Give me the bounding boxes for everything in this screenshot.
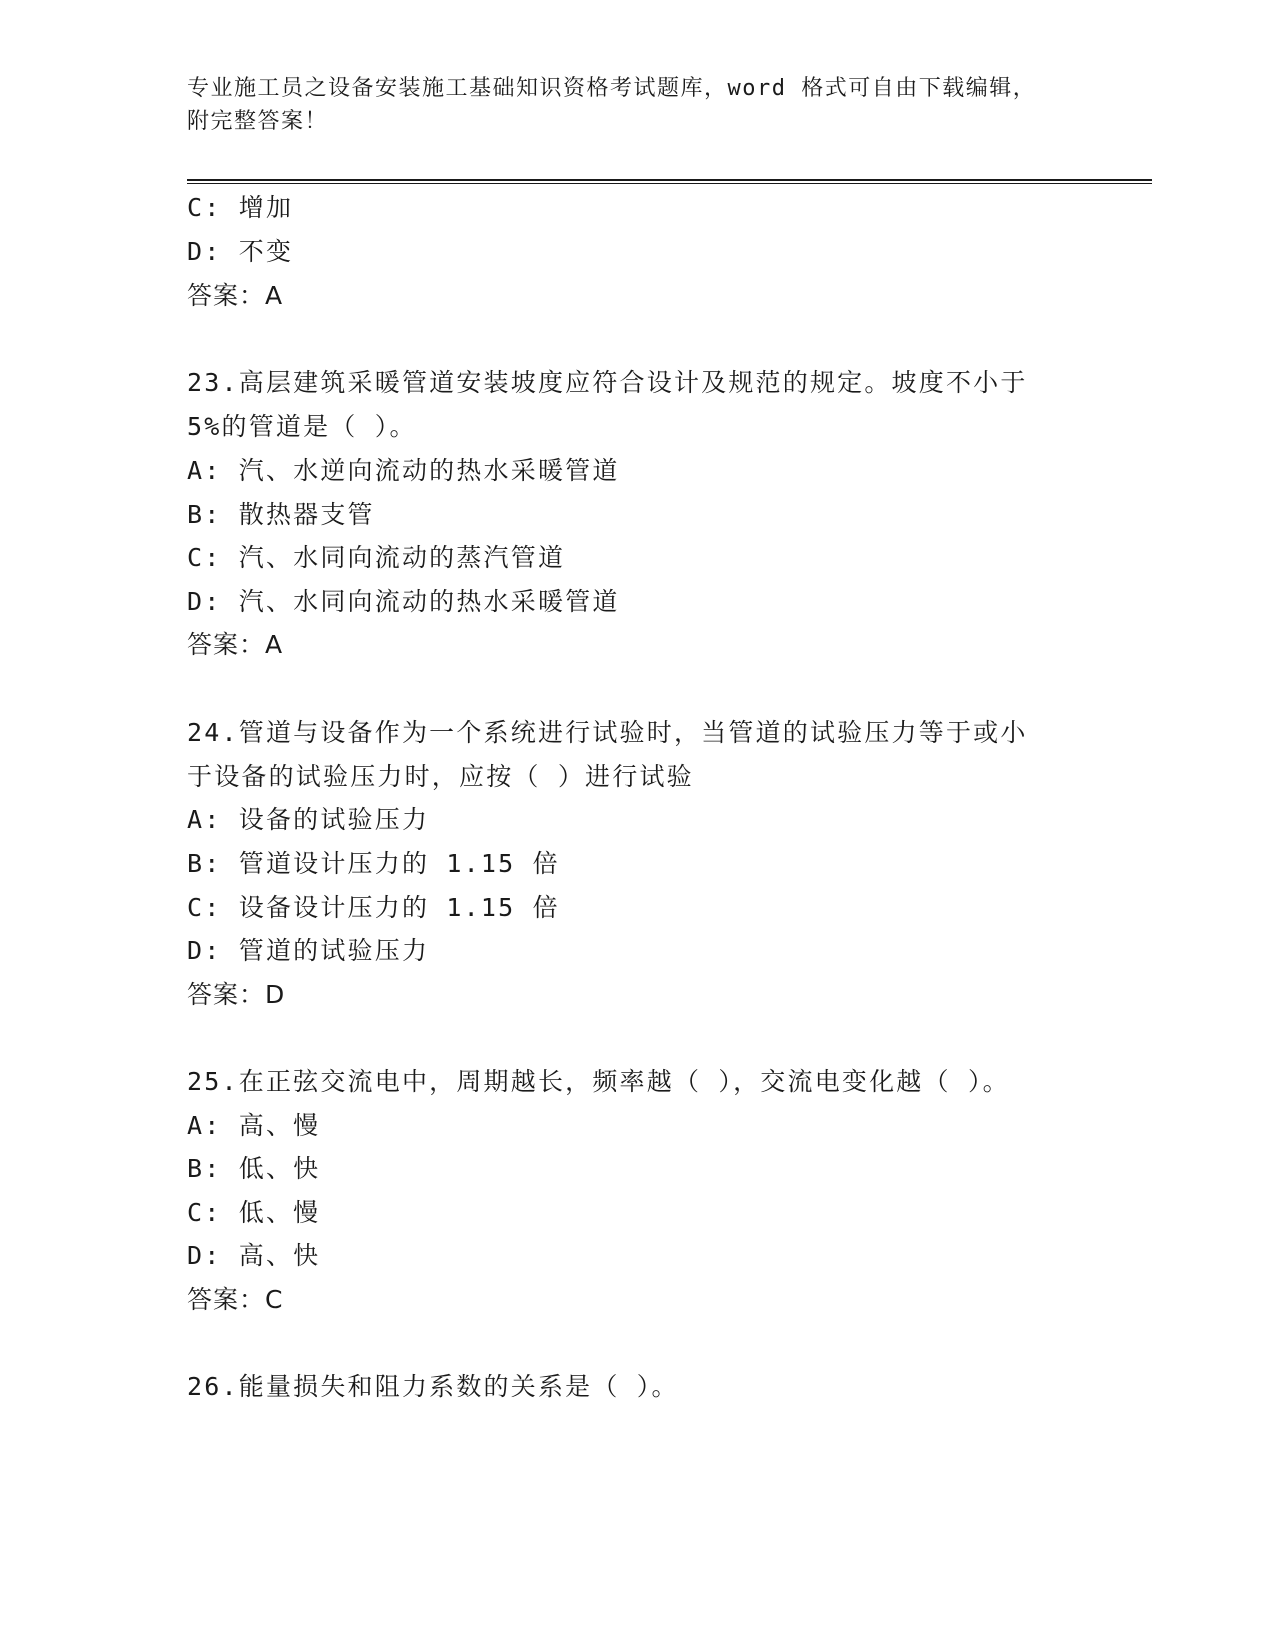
header-line-1: 专业施工员之设备安装施工基础知识资格考试题库，word 格式可自由下载编辑， [187,76,1037,101]
q25-option-c: C: 低、慢 [187,1198,321,1227]
q25-option-d: D: 高、快 [187,1241,321,1270]
header-divider-thick [187,179,1152,181]
q24-stem-line-2: 于设备的试验压力时，应按（ ）进行试验 [187,762,694,791]
q25-stem-line-1: 25.在正弦交流电中，周期越长，频率越（ ），交流电变化越（ ）。 [187,1067,1010,1096]
prev-option-d: D: 不变 [187,237,294,266]
q23-option-a: A: 汽、水逆向流动的热水采暖管道 [187,456,620,485]
prev-option-c: C: 增加 [187,193,294,222]
q24-answer: 答案：D [187,980,286,1009]
header-line-2: 附完整答案！ [187,109,329,134]
q23-option-d: D: 汽、水同向流动的热水采暖管道 [187,587,620,616]
q23-option-c: C: 汽、水同向流动的蒸汽管道 [187,543,566,572]
q25-option-a: A: 高、慢 [187,1111,321,1140]
q25-option-b: B: 低、快 [187,1154,321,1183]
q24-option-a: A: 设备的试验压力 [187,805,430,834]
q23-option-b: B: 散热器支管 [187,500,375,529]
q24-stem-line-1: 24.管道与设备作为一个系统进行试验时，当管道的试验压力等于或小 [187,718,1028,747]
prev-answer: 答案：A [187,281,284,310]
q23-stem-line-2: 5%的管道是（ ）。 [187,412,417,441]
q24-option-c: C: 设备设计压力的 1.15 倍 [187,893,560,922]
header-divider-thin [187,183,1152,184]
q24-option-b: B: 管道设计压力的 1.15 倍 [187,849,560,878]
q25-answer: 答案：C [187,1285,284,1314]
q24-option-d: D: 管道的试验压力 [187,936,430,965]
q26-stem-line-1: 26.能量损失和阻力系数的关系是（ ）。 [187,1372,679,1401]
document-header [187,72,1087,138]
q23-answer: 答案：A [187,630,284,659]
q23-stem-line-1: 23.高层建筑采暖管道安装坡度应符合设计及规范的规定。坡度不小于 [187,368,1028,397]
